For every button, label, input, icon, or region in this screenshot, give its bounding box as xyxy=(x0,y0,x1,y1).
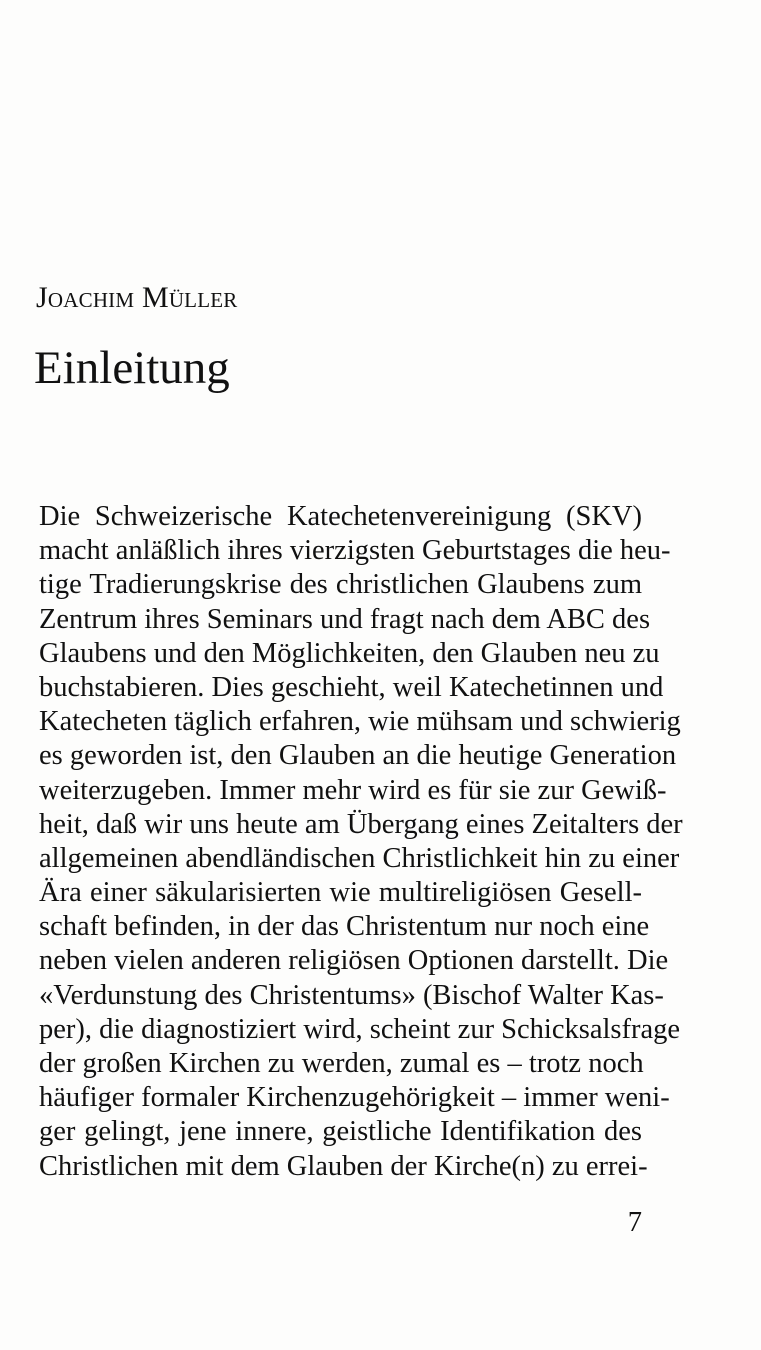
body-line: heit, daß wir uns heute am Übergang eines Zeitalters der xyxy=(39,808,683,840)
body-line: «Verdunstung des Christentums» (Bischof Walter Kas- xyxy=(39,979,664,1011)
body-line: Katecheten täglich erfahren, wie mühsam und schwierig xyxy=(39,706,681,738)
body-line: Zentrum ihres Seminars und fragt nach dem ABC des xyxy=(39,603,651,635)
body-line: neben vielen anderen religiösen Optionen darstellt. Die xyxy=(39,945,669,977)
body-line: buchstabieren. Dies geschieht, weil Katechetinnen und xyxy=(39,671,664,703)
page-number: 7 xyxy=(627,1207,642,1238)
body-line: allgemeinen abendländischen Christlichkeit hin zu einer xyxy=(39,842,680,874)
body-line: tige Tradierungskrise des christlichen Glaubens zum xyxy=(39,569,642,601)
body-line: Glaubens und den Möglichkeiten, den Glauben neu zu xyxy=(39,637,660,669)
body-line: der großen Kirchen zu werden, zumal es – trotz noch xyxy=(39,1048,644,1079)
body-line: per), die diagnostiziert wird, scheint zur Schicksalsfrage xyxy=(39,1013,681,1045)
chapter-title: Einleitung xyxy=(34,342,230,394)
body-line: weiterzugeben. Immer mehr wird es für sie zur Gewiß- xyxy=(39,774,667,806)
body-line: schaft befinden, in der das Christentum nur noch eine xyxy=(39,911,650,943)
author-name: Joachim Müller xyxy=(36,281,238,314)
body-line: Christlichen mit dem Glauben der Kirche(n) zu errei- xyxy=(39,1150,648,1182)
body-line: es geworden ist, den Glauben an die heutige Generation xyxy=(39,740,677,772)
body-paragraph xyxy=(39,500,683,1184)
body-line: ger gelingt, jene innere, geistliche Identifikation des xyxy=(39,1116,642,1148)
body-line: Die Schweizerische Katechetenvereinigung (SKV) xyxy=(39,501,642,532)
body-line: Ära einer säkularisierten wie multireligiösen Gesell- xyxy=(39,877,642,909)
body-line: häufiger formaler Kirchenzugehörigkeit – immer weni- xyxy=(39,1082,670,1114)
body-line: macht anläßlich ihres vierzigsten Geburtstages die heu- xyxy=(39,535,671,567)
